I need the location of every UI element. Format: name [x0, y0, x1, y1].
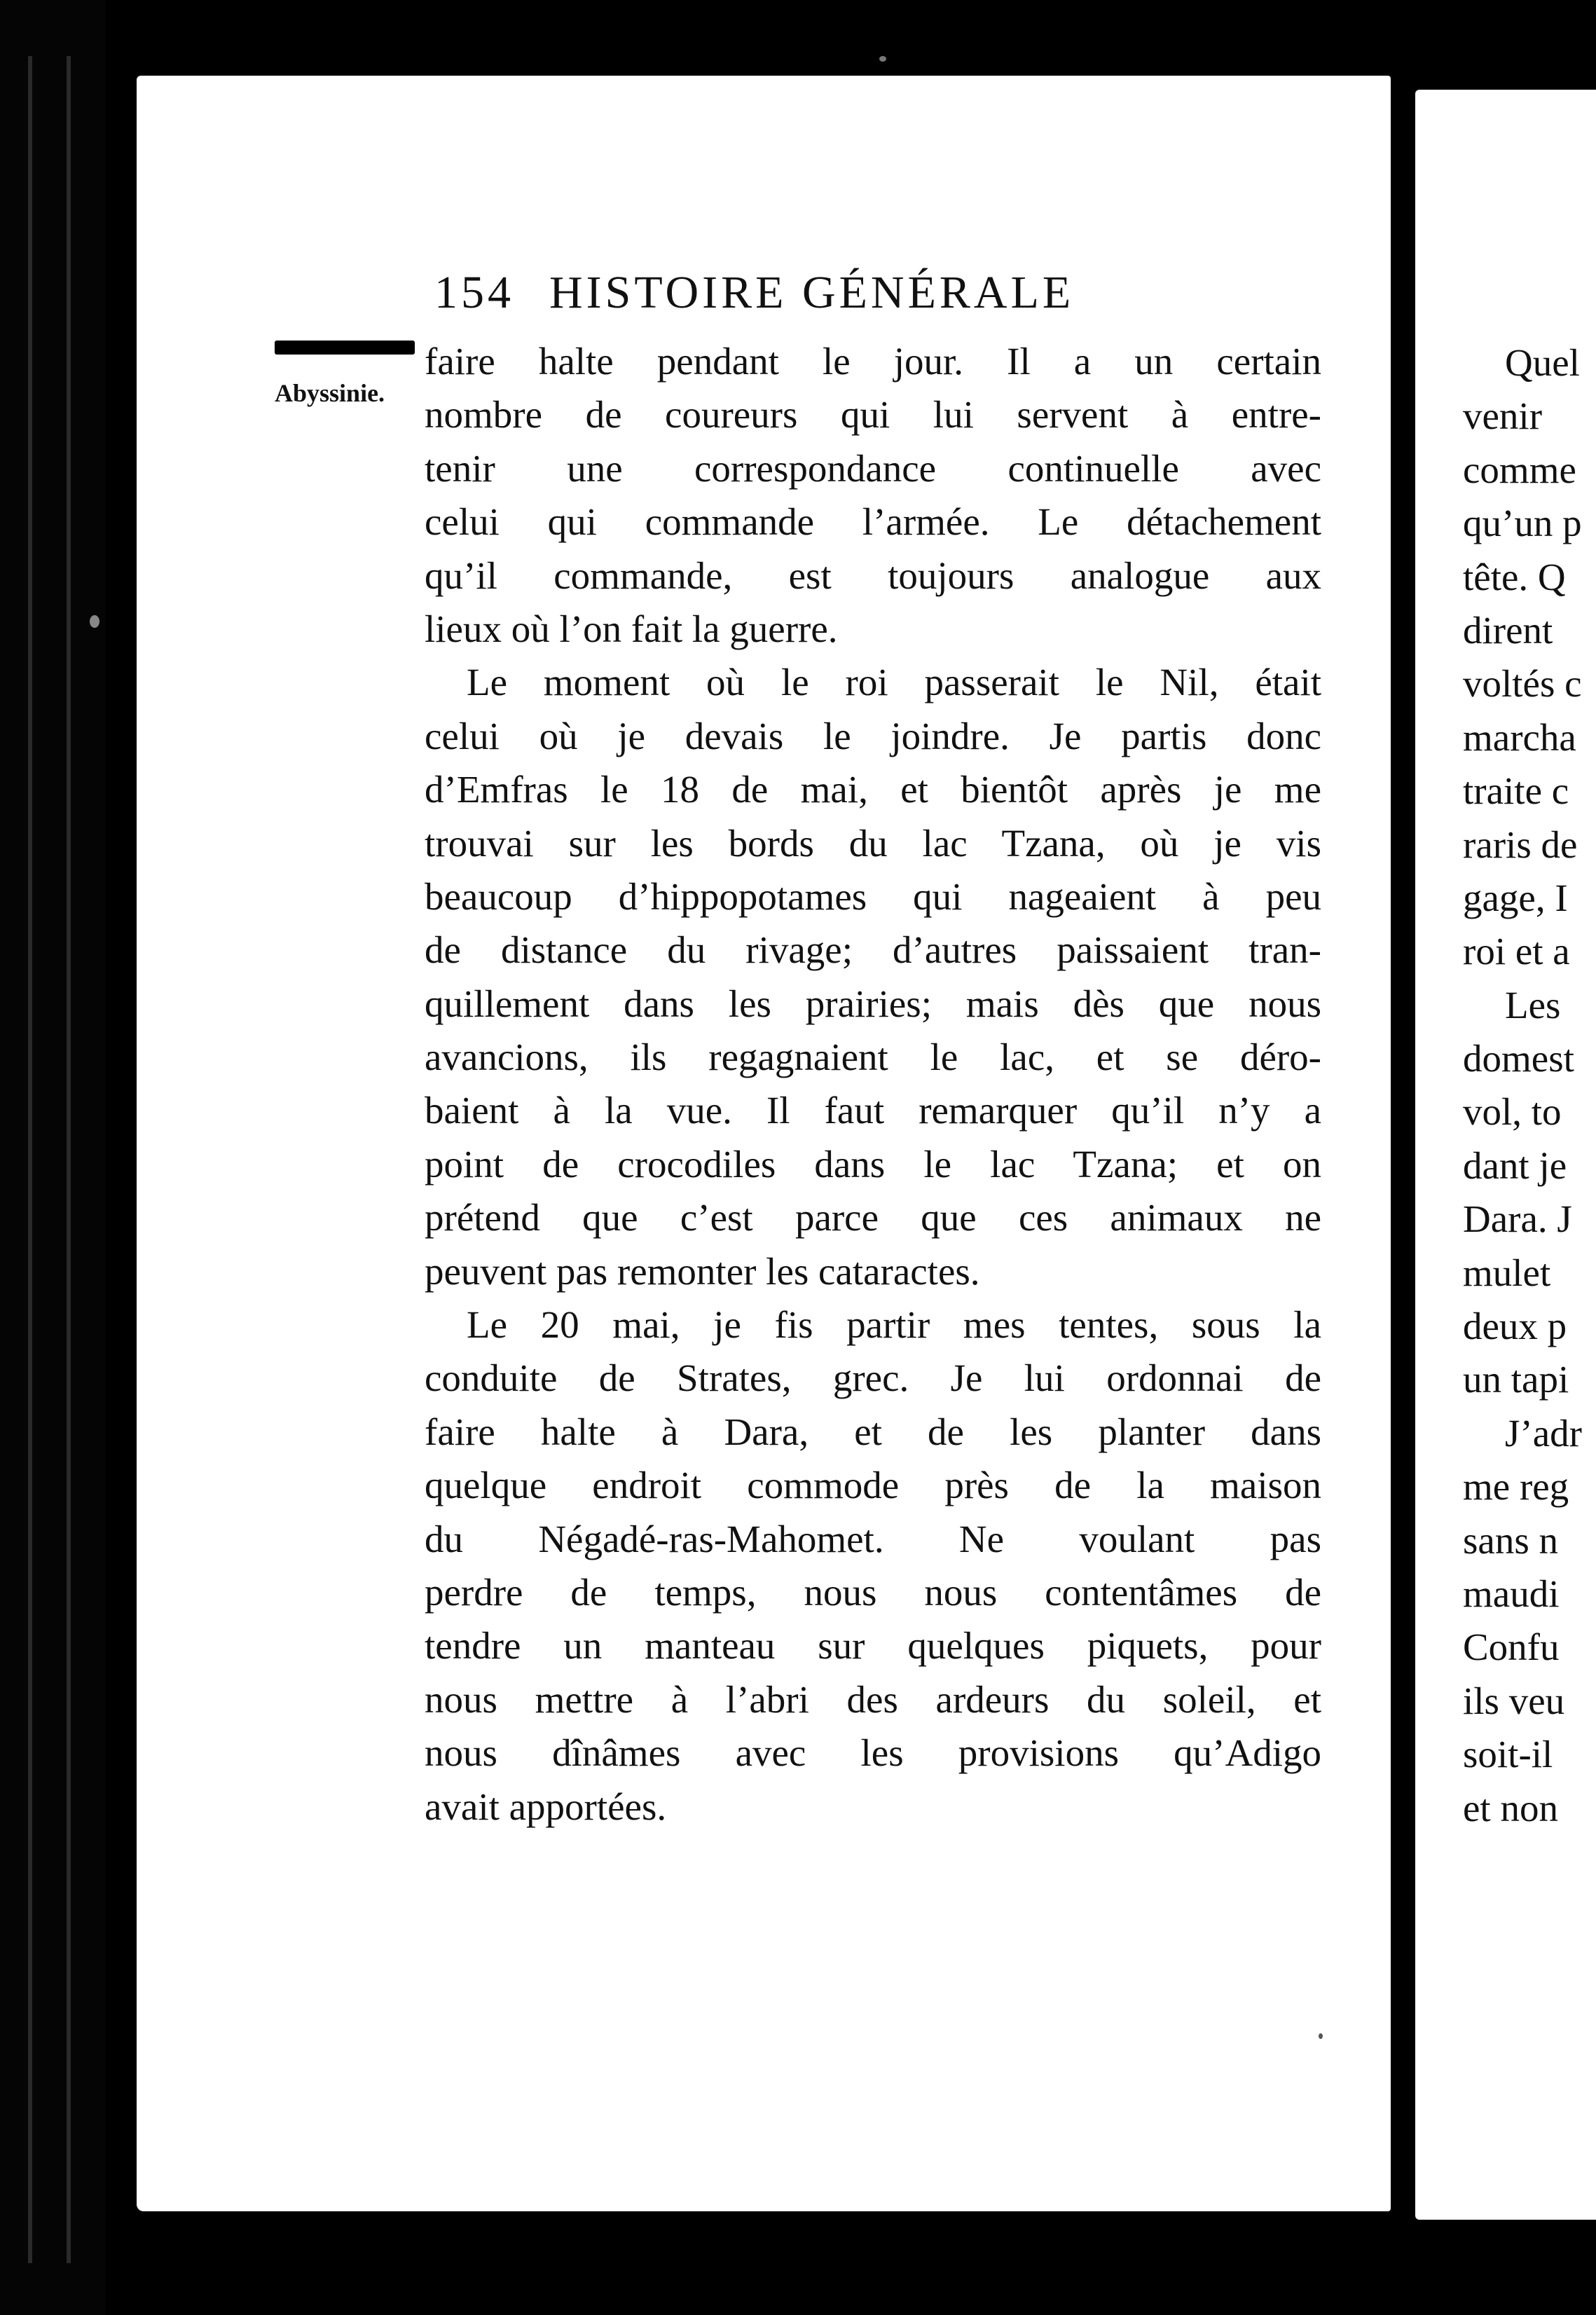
right-text-line: J’adr [1505, 1411, 1582, 1455]
margin-note: Abyssinie. [275, 379, 385, 407]
right-text-line: dirent [1463, 608, 1553, 652]
text-line: nous dînâmes avec les provisions qu’Adigo [425, 1731, 1321, 1775]
text-line: d’Emfras le 18 de mai, et bientôt après je me [425, 768, 1321, 811]
text-line: prétend que c’est parce que ces animaux ne [425, 1196, 1321, 1239]
right-text-line: tête. Q [1463, 555, 1566, 598]
right-text-line: qu’un p [1463, 502, 1582, 545]
right-text-line: raris de [1463, 823, 1578, 866]
right-text-line: maudi [1463, 1572, 1560, 1615]
text-line: Le moment où le roi passerait le Nil, était [467, 661, 1321, 704]
text-line: celui qui commande l’armée. Le détachement [425, 500, 1321, 544]
text-line: tenir une correspondance continuelle avec [425, 446, 1321, 490]
marginal-rule [275, 341, 415, 355]
text-line: beaucoup d’hippopotames qui nageaient à peu [425, 874, 1321, 918]
text-line: perdre de temps, nous nous contentâmes de [425, 1570, 1321, 1614]
running-head [434, 266, 1205, 329]
right-text-line: Les [1505, 983, 1561, 1026]
text-line: quillement dans les prairies; mais dès que nous [425, 982, 1321, 1025]
scan-speck [90, 615, 99, 628]
bottom-shadow [105, 2221, 1596, 2315]
binding-edge [0, 0, 105, 2315]
right-text-line: voltés c [1463, 662, 1582, 706]
text-line: lieux où l’on fait la guerre. [425, 607, 838, 650]
page-gutter [1391, 76, 1412, 2248]
right-text-line: soit-il [1463, 1733, 1553, 1776]
text-line: conduite de Strates, grec. Je lui ordonnai de [425, 1356, 1321, 1400]
right-text-line: un tapi [1463, 1358, 1569, 1401]
text-line: quelque endroit commode près de la maison [425, 1464, 1321, 1507]
right-text-line: dant je [1463, 1143, 1567, 1187]
text-line: faire halte à Dara, et de les planter dans [425, 1410, 1321, 1453]
text-line: nous mettre à l’abri des ardeurs du soleil, et [425, 1677, 1321, 1721]
text-line: de distance du rivage; d’autres paissaient tran- [425, 928, 1321, 972]
text-line: celui où je devais le joindre. Je partis donc [425, 714, 1321, 757]
right-text-line: gage, I [1463, 876, 1568, 919]
text-line: tendre un manteau sur quelques piquets, pour [425, 1624, 1321, 1668]
scan-speck [1319, 2033, 1323, 2039]
text-line: baient à la vue. Il faut remarquer qu’il n’y a [425, 1089, 1321, 1132]
right-text-line: me reg [1463, 1465, 1569, 1509]
right-text-line: sans n [1463, 1518, 1558, 1562]
text-line: point de crocodiles dans le lac Tzana; et on [425, 1142, 1321, 1186]
right-text-line: deux p [1463, 1305, 1567, 1348]
text-line: trouvai sur les bords du lac Tzana, où je vis [425, 821, 1321, 865]
text-line: avancions, ils regagnaient le lac, et se déro- [425, 1036, 1321, 1079]
text-line: nombre de coureurs qui lui servent à entre- [425, 393, 1321, 437]
right-text-line: et non [1463, 1786, 1558, 1829]
binding-line [67, 56, 71, 2263]
right-text-line: Quel [1505, 341, 1580, 384]
right-text-line: traite c [1463, 769, 1569, 813]
right-text-line: roi et a [1463, 930, 1570, 973]
right-text-line: Confu [1463, 1626, 1560, 1669]
right-text-line: vol, to [1463, 1090, 1562, 1134]
right-text-line: domest [1463, 1037, 1574, 1080]
page-number: 154 [434, 267, 514, 318]
right-text-line: comme [1463, 448, 1576, 491]
right-text-line: ils veu [1463, 1679, 1565, 1722]
binding-line [28, 56, 32, 2263]
text-line: qu’il commande, est toujours analogue aux [425, 554, 1321, 597]
text-line: Le 20 mai, je fis partir mes tentes, sous la [467, 1303, 1321, 1347]
text-line: faire halte pendant le jour. Il a un certain [425, 340, 1321, 383]
right-text-line: venir [1463, 394, 1543, 438]
body-text [425, 335, 1321, 1834]
right-text-line: marcha [1463, 715, 1576, 759]
right-page-text [1463, 336, 1596, 1835]
right-text-line: mulet [1463, 1251, 1551, 1294]
text-line: du Négadé-ras-Mahomet. Ne voulant pas [425, 1517, 1321, 1560]
scan-speck [879, 56, 886, 62]
running-title: HISTOIRE GÉNÉRALE [549, 267, 1075, 318]
text-line: avait apportées. [425, 1785, 667, 1828]
right-text-line: Dara. J [1463, 1197, 1572, 1241]
text-line: peuvent pas remonter les cataractes. [425, 1249, 980, 1293]
